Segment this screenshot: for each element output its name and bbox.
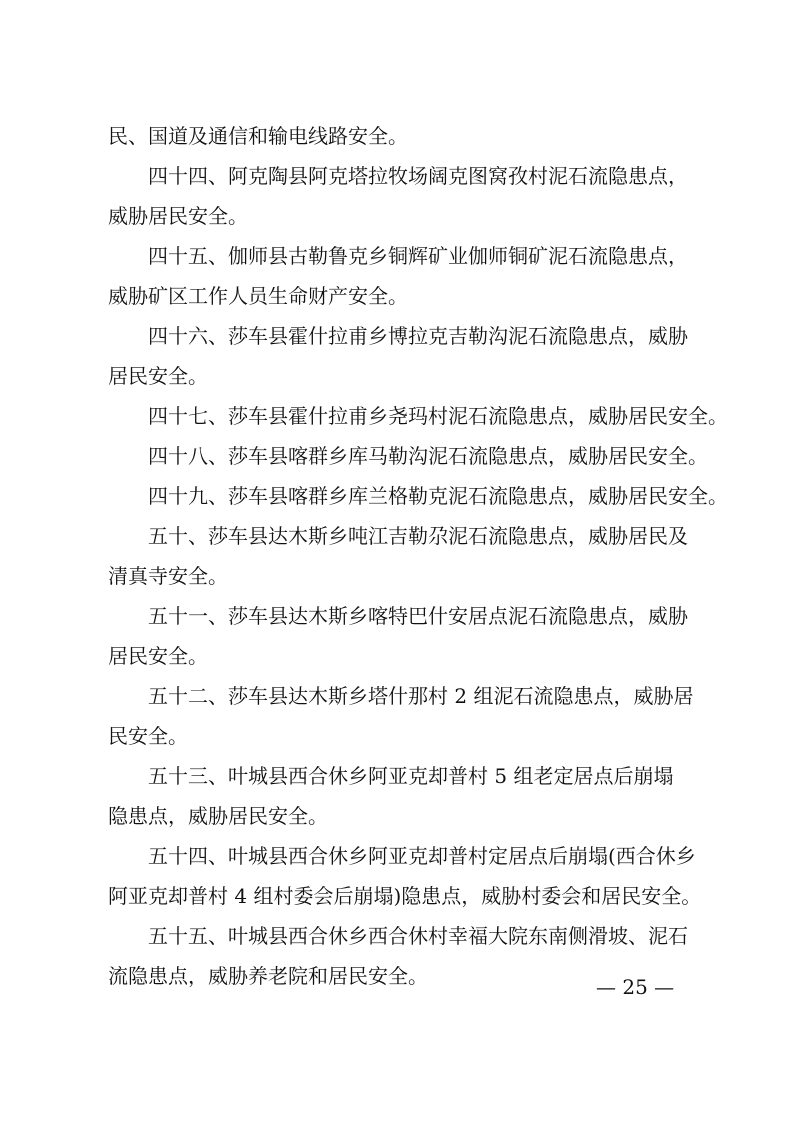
paragraph-line: 威胁矿区工作人员生命财产安全。: [108, 284, 408, 308]
paragraph-line: 隐患点，威胁居民安全。: [108, 804, 328, 828]
paragraph-line: 阿亚克却普村 4 组村委会后崩塌)隐患点，威胁村委会和居民安全。: [108, 884, 702, 908]
paragraph-line: 四十四、阿克陶县阿克塔拉牧场阔克图窝孜村泥石流隐患点，: [148, 164, 688, 188]
paragraph-line: 五十二、莎车县达木斯乡塔什那村 2 组泥石流隐患点，威胁居: [148, 684, 694, 708]
paragraph-line: 四十九、莎车县喀群乡库兰格勒克泥石流隐患点，威胁居民安全。: [148, 484, 728, 508]
paragraph-line: 民安全。: [108, 724, 188, 748]
paragraph-line: 四十六、莎车县霍什拉甫乡博拉克吉勒沟泥石流隐患点，威胁: [148, 324, 688, 348]
paragraph-line: 清真寺安全。: [108, 564, 228, 588]
paragraph-line: 四十五、伽师县古勒鲁克乡铜辉矿业伽师铜矿泥石流隐患点，: [148, 244, 688, 268]
paragraph-line: 四十七、莎车县霍什拉甫乡尧玛村泥石流隐患点，威胁居民安全。: [148, 404, 728, 428]
paragraph-line: 民、国道及通信和输电线路安全。: [108, 124, 408, 148]
paragraph-line: 四十八、莎车县喀群乡库马勒沟泥石流隐患点，威胁居民安全。: [148, 444, 708, 468]
paragraph-line: 居民安全。: [108, 364, 208, 388]
paragraph-line: 五十四、叶城县西合休乡阿亚克却普村定居点后崩塌(西合休乡: [148, 844, 696, 868]
paragraph-line: 五十、莎车县达木斯乡吨江吉勒尕泥石流隐患点，威胁居民及: [148, 524, 688, 548]
paragraph-line: 五十一、莎车县达木斯乡喀特巴什安居点泥石流隐患点，威胁: [148, 604, 688, 628]
paragraph-line: 威胁居民安全。: [108, 204, 248, 228]
paragraph-line: 流隐患点，威胁养老院和居民安全。: [108, 964, 428, 988]
page-number: — 25 —: [596, 975, 675, 999]
paragraph-line: 居民安全。: [108, 644, 208, 668]
paragraph-line: 五十三、叶城县西合休乡阿亚克却普村 5 组老定居点后崩塌: [148, 764, 674, 788]
paragraph-line: 五十五、叶城县西合休乡西合休村幸福大院东南侧滑坡、泥石: [148, 924, 688, 948]
document-body: [108, 116, 728, 996]
